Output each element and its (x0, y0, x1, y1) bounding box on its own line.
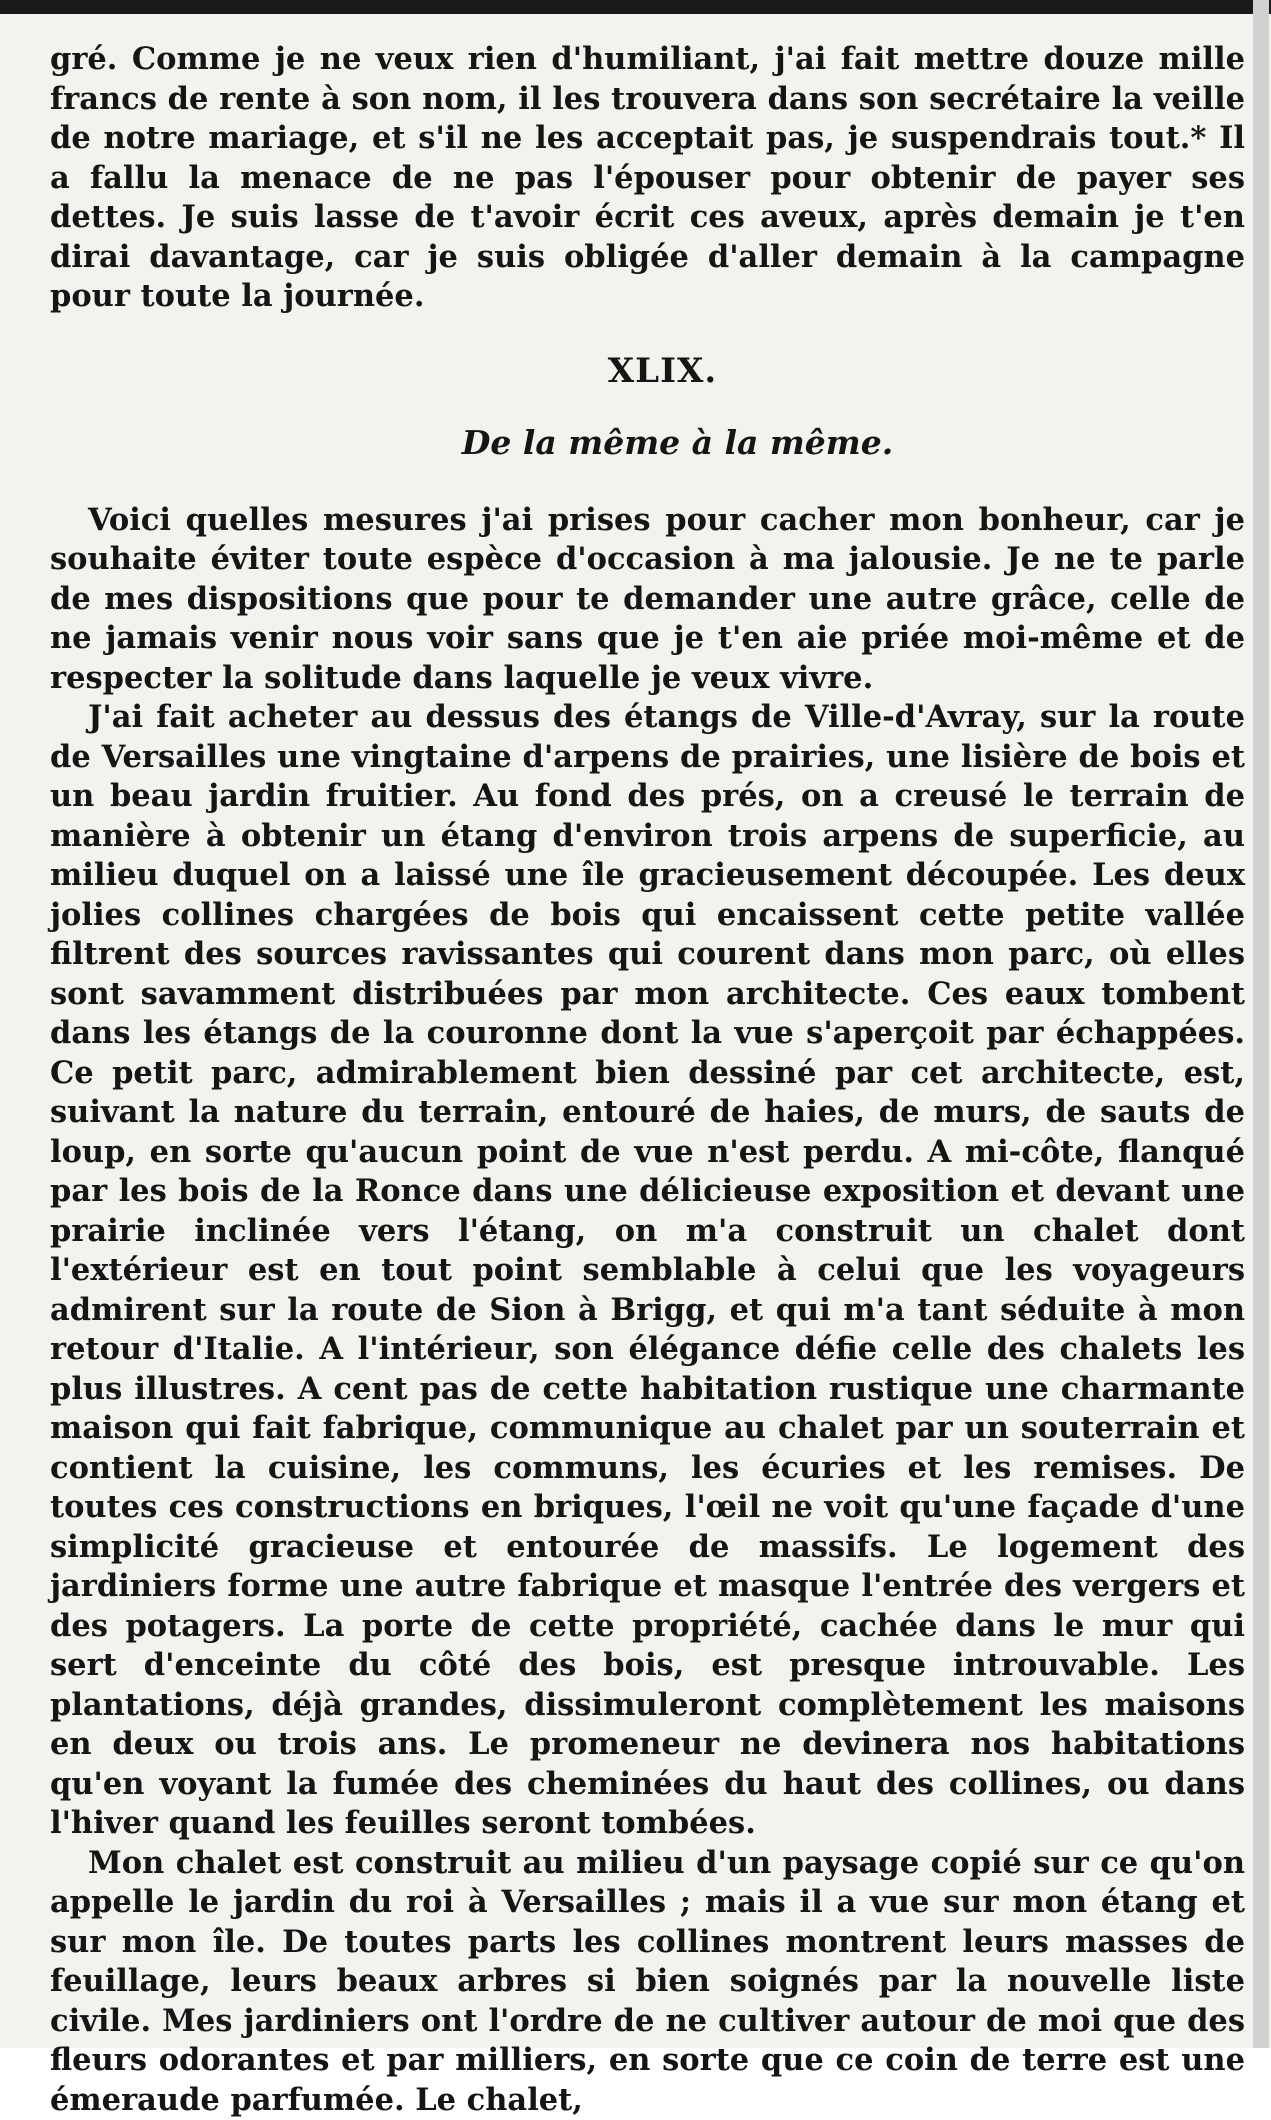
chapter-number: XLIX. (50, 347, 1245, 395)
right-border-rule (1253, 0, 1269, 2048)
body-paragraph: Voici quelles mesures j'ai prises pour cacher mon bonheur, car je souhaite éviter toute espèce d'occasion à ma jalousie. Je ne te parle de mes dispositions que pour te demander une autre grâce, celle de ne jamais venir nous voir sans que je t'en aie priée moi-même et de respecter la solitude dans laquelle je veux vivre. (50, 501, 1245, 699)
text-column (50, 40, 1245, 2030)
body-paragraph: Mon chalet est construit au milieu d'un paysage copié sur ce qu'on appelle le jardin du roi à Versailles ; mais il a vue sur mon étang et sur mon île. De toutes parts les collines montrent leurs masses de feuillage, leurs beaux arbres si bien soignés par la nouvelle liste civile. Mes jardiniers ont l'ordre de ne cultiver autour de moi que des fleurs odorantes et par milliers, en sorte que ce coin de terre est une émeraude parfumée. Le chalet, (50, 1844, 1245, 2120)
body-paragraph: J'ai fait acheter au dessus des étangs de Ville-d'Avray, sur la route de Versailles une vingtaine d'arpens de prairies, une lisière de bois et un beau jardin fruitier. Au fond des prés, on a creusé le terrain de manière à obtenir un étang d'environ trois arpens de superficie, au milieu duquel on a laissé une île gracieusement découpée. Les deux jolies collines chargées de bois qui encaissent cette petite vallée filtrent des sources ravissantes qui courent dans mon parc, où elles sont savamment distribuées par mon architecte. Ces eaux tombent dans les étangs de la couronne dont la vue s'aperçoit par échappées. Ce petit parc, admirablement bien dessiné par cet architecte, est, suivant la nature du terrain, entouré de haies, de murs, de sauts de loup, en sorte qu'aucun point de vue n'est perdu. A mi-côte, flanqué par les bois de la Ronce dans une délicieuse exposition et devant une prairie inclinée vers l'étang, on m'a construit un chalet dont l'extérieur est en tout point semblable à celui que les voyageurs admirent sur la route de Sion à Brigg, et qui m'a tant séduite à mon retour d'Italie. A l'intérieur, son élégance défie celle des chalets les plus illustres. A cent pas de cette habitation rustique une charmante maison qui fait fabrique, communique au chalet par un souterrain et contient la cuisine, les communs, les écuries et les remises. De toutes ces constructions en briques, l'œil ne voit qu'une façade d'une simplicité gracieuse et entourée de massifs. Le logement des jardiniers forme une autre fabrique et masque l'entrée des vergers et des potagers. La porte de cette propriété, cachée dans le mur qui sert d'enceinte du côté des bois, est presque introuvable. Les plantations, déjà grandes, dissimuleront complètement les maisons en deux ou trois ans. Le promeneur ne devinera nos habitations qu'en voyant la fumée des cheminées du haut des collines, ou dans l'hiver quand les feuilles seront tombées. (50, 698, 1245, 1844)
opening-paragraph: gré. Comme je ne veux rien d'humiliant, j'ai fait mettre douze mille francs de rente à son nom, il les trouvera dans son secrétaire la veille de notre mariage, et s'il ne les acceptait pas, je suspendrais tout.* Il a fallu la menace de ne pas l'épouser pour obtenir de payer ses dettes. Je suis lasse de t'avoir écrit ces aveux, après demain je t'en dirai davantage, car je suis obligée d'aller demain à la campagne pour toute la journée. (50, 40, 1245, 317)
chapter-title: De la même à la même. (50, 421, 1245, 465)
top-border-rule (0, 0, 1271, 14)
